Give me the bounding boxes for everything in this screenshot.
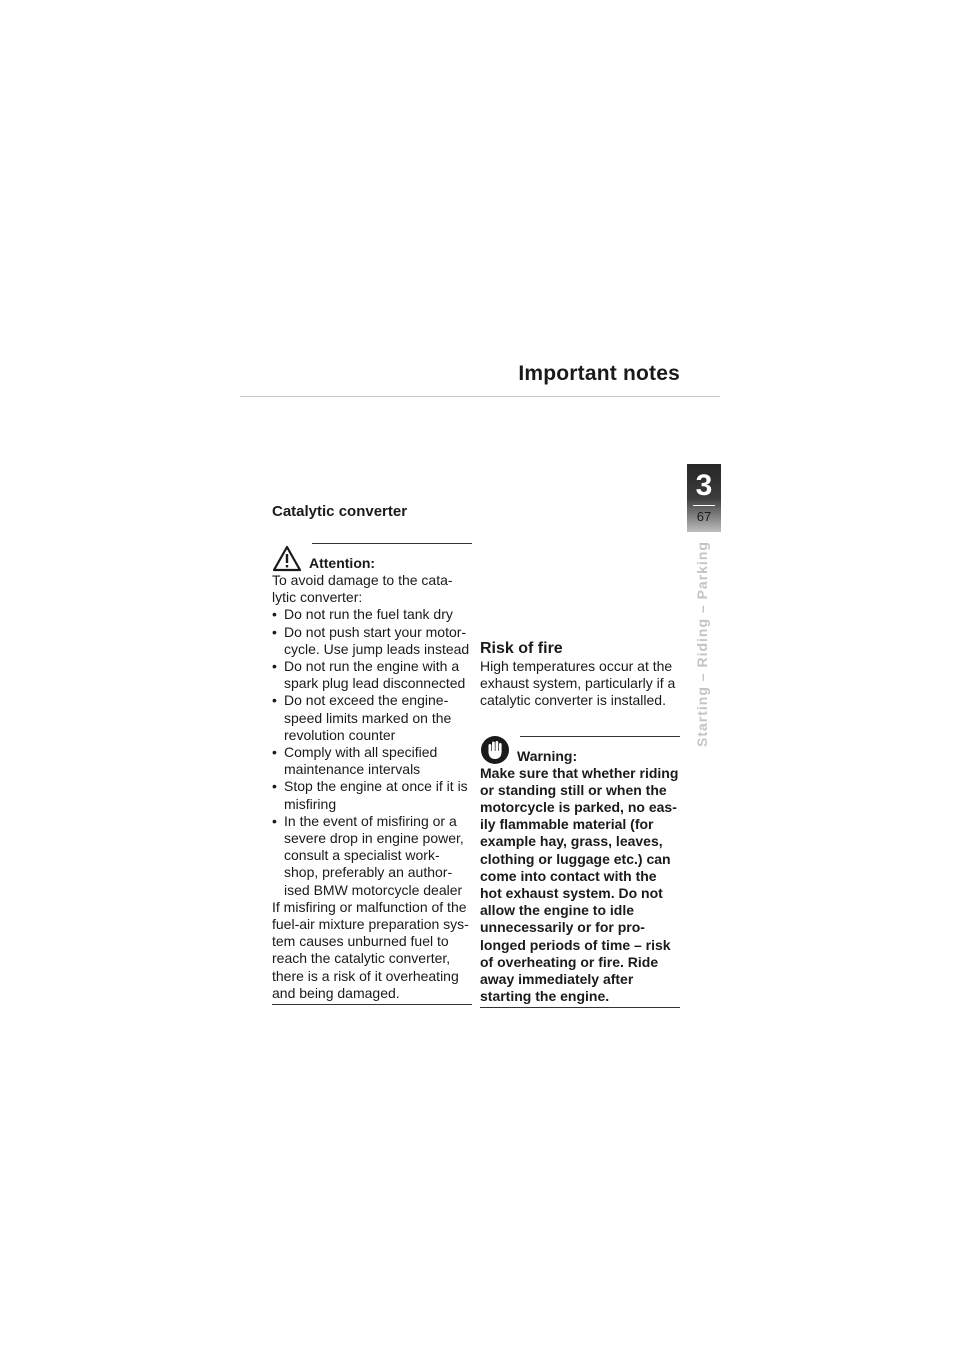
- warning-label: Warning:: [517, 747, 578, 764]
- title-divider: [240, 396, 720, 397]
- chapter-number: 3: [695, 469, 713, 502]
- warning-text: Make sure that whether riding or standing still or when the motorcycle is parked, no eas-ily flammable material (for example hay, grass, leaves, clothing or luggage etc.) can come into contact with the hot exhaust system. Do not allow the engine to idle unnecessarily or for pro-longed periods of time – risk of overheating or fire. Ride away immediately after starting the engine.: [480, 764, 679, 1005]
- attention-label: Attention:: [309, 555, 376, 571]
- section-heading: Catalytic converter: [272, 503, 408, 520]
- page-number: 67: [696, 509, 712, 524]
- list-item: • In the event of misfiring or a severe drop in engine power, consult a specialist work-shop, preferably an author-ised BMW motorcycle dealer: [272, 813, 472, 899]
- fire-body-text: High temperatures occur at the exhaust system, particularly if a catalytic converter is installed.: [480, 658, 676, 709]
- list-item: • Comply with all specified maintenance intervals: [272, 744, 472, 778]
- list-item: • Do not run the engine with a spark plug lead disconnected: [272, 658, 472, 692]
- attention-list: [272, 606, 472, 898]
- section-heading: Risk of fire: [480, 640, 563, 657]
- list-item: • Do not push start your motor-cycle. Use jump leads instead: [272, 624, 472, 658]
- list-item: • Do not run the fuel tank dry: [272, 606, 472, 623]
- catalytic-converter-section: [272, 503, 472, 1005]
- chapter-side-label: Starting – Riding – Parking: [694, 541, 710, 747]
- warning-triangle-icon: [272, 545, 302, 572]
- chapter-divider: [693, 505, 715, 506]
- attention-closing: If misfiring or malfunction of the fuel-air mixture preparation sys-tem causes unburned fuel to reach the catalytic converter, there is a risk of it overheating and being damaged.: [272, 898, 469, 1001]
- stop-hand-icon: [480, 735, 510, 765]
- page-title: Important notes: [518, 362, 680, 385]
- warning-notice-head: [480, 737, 680, 765]
- chapter-tab: [687, 464, 721, 532]
- attention-intro: To avoid damage to the cata-lytic converter:: [272, 572, 453, 606]
- risk-of-fire-section: [480, 640, 680, 1008]
- attention-end-rule: [272, 1004, 472, 1005]
- list-item: • Stop the engine at once if it is misfiring: [272, 778, 472, 812]
- list-item: • Do not exceed the engine-speed limits marked on the revolution counter: [272, 692, 472, 744]
- attention-notice-head: [272, 544, 472, 572]
- warning-end-rule: [480, 1007, 680, 1008]
